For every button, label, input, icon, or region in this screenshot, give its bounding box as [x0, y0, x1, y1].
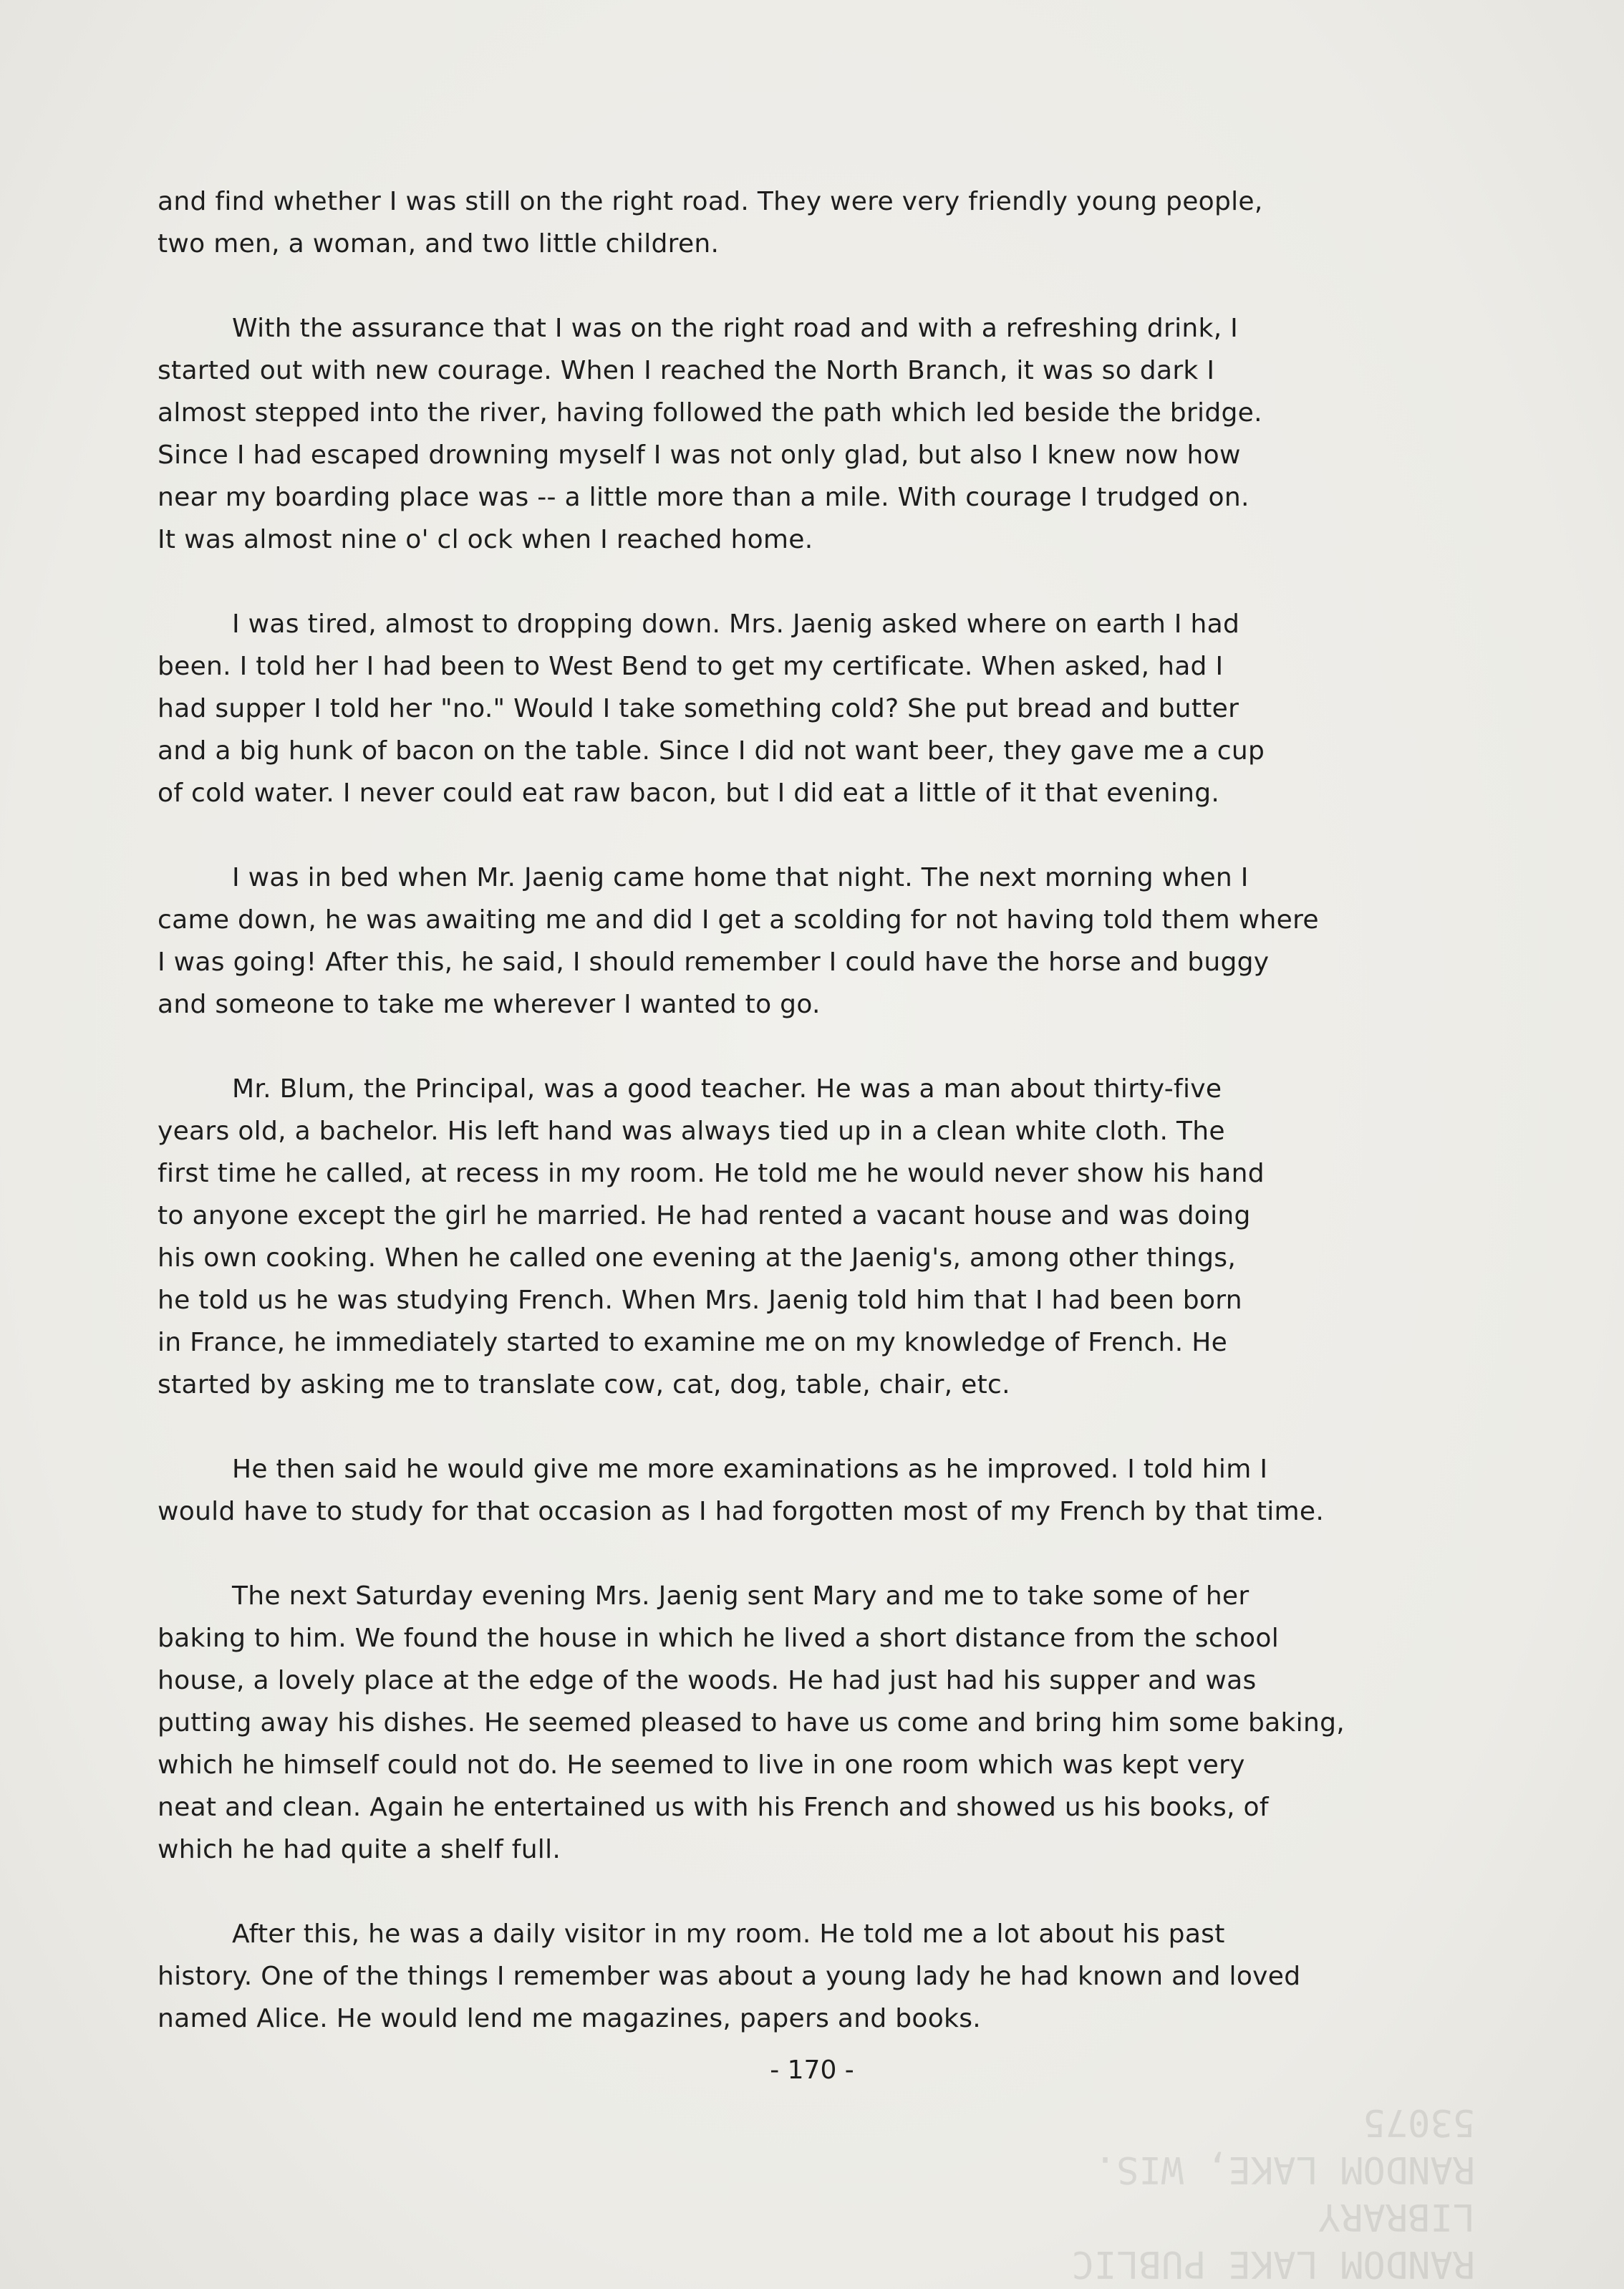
text-line: been. I told her I had been to West Bend to get my certificate. When asked, had I	[158, 652, 1224, 681]
text-line: had supper I told her "no." Would I take something cold? She put bread and butter	[158, 694, 1239, 723]
text-line: in France, he immediately started to examine me on my knowledge of French. He	[158, 1328, 1228, 1357]
paragraph	[158, 307, 1547, 561]
paragraph	[158, 603, 1547, 814]
text-line: The next Saturday evening Mrs. Jaenig sent Mary and me to take some of her	[232, 1581, 1250, 1611]
text-line: and a big hunk of bacon on the table. Since I did not want beer, they gave me a cup	[158, 736, 1265, 766]
page-number: - 170 -	[770, 2056, 854, 2085]
text-line: first time he called, at recess in my room. He told me he would never show his hand	[158, 1159, 1265, 1188]
text-line: started out with new courage. When I reached the North Branch, it was so dark I	[158, 356, 1215, 385]
text-line: house, a lovely place at the edge of the woods. He had just had his supper and was	[158, 1666, 1257, 1695]
text-line: and someone to take me wherever I wanted to go.	[158, 990, 821, 1019]
text-line: neat and clean. Again he entertained us with his French and showed us his books, of	[158, 1793, 1269, 1822]
paragraph	[158, 180, 1547, 265]
text-line: It was almost nine o' cl ock when I reached home.	[158, 525, 813, 554]
text-line: his own cooking. When he called one evening at the Jaenig's, among other things,	[158, 1243, 1237, 1273]
text-line: I was going! After this, he said, I should remember I could have the horse and buggy	[158, 948, 1270, 977]
stamp-line-2: RANDOM LAKE, WIS. 53075	[1093, 2101, 1475, 2191]
text-line: history. One of the things I remember was about a young lady he had known and loved	[158, 1962, 1301, 1991]
text-line: would have to study for that occasion as I had forgotten most of my French by that time.	[158, 1497, 1325, 1526]
library-stamp	[974, 2098, 1475, 2288]
text-line: which he himself could not do. He seemed to live in one room which was kept very	[158, 1750, 1245, 1780]
text-line: putting away his dishes. He seemed pleased to have us come and bring him some baking,	[158, 1708, 1345, 1738]
text-line: almost stepped into the river, having followed the path which led beside the bridge.	[158, 398, 1262, 428]
text-line: baking to him. We found the house in which he lived a short distance from the school	[158, 1624, 1280, 1653]
paragraph	[158, 1068, 1547, 1406]
text-line: With the assurance that I was on the right road and with a refreshing drink, I	[232, 314, 1239, 343]
text-line: came down, he was awaiting me and did I get a scolding for not having told them where	[158, 905, 1319, 935]
text-line: years old, a bachelor. His left hand was always tied up in a clean white cloth. The	[158, 1117, 1225, 1146]
text-line: I was tired, almost to dropping down. Mrs. Jaenig asked where on earth I had	[232, 609, 1240, 639]
text-line: He then said he would give me more examinations as he improved. I told him I	[232, 1455, 1268, 1484]
text-line: he told us he was studying French. When Mrs. Jaenig told him that I had been born	[158, 1286, 1242, 1315]
text-line: near my boarding place was -- a little more than a mile. With courage I trudged on.	[158, 483, 1250, 512]
text-line: After this, he was a daily visitor in my room. He told me a lot about his past	[232, 1919, 1225, 1949]
body-text	[158, 180, 1547, 2082]
text-line: Since I had escaped drowning myself I was not only glad, but also I knew now how	[158, 440, 1241, 470]
paragraph	[158, 1913, 1547, 2040]
text-line: which he had quite a shelf full.	[158, 1835, 561, 1864]
paragraph	[158, 1575, 1547, 1871]
text-line: and find whether I was still on the right road. They were very friendly young people,	[158, 187, 1263, 216]
text-line: of cold water. I never could eat raw bacon, but I did eat a little of it that evening.	[158, 779, 1220, 808]
text-line: Mr. Blum, the Principal, was a good teacher. He was a man about thirty-five	[232, 1074, 1222, 1104]
text-line: named Alice. He would lend me magazines, papers and books.	[158, 2004, 981, 2033]
stamp-line-1: RANDOM LAKE PUBLIC LIBRARY	[1071, 2195, 1475, 2285]
paragraph	[158, 857, 1547, 1026]
paragraph	[158, 1448, 1547, 1533]
text-line: I was in bed when Mr. Jaenig came home that night. The next morning when I	[232, 863, 1249, 892]
text-line: two men, a woman, and two little children.	[158, 229, 720, 259]
text-line: to anyone except the girl he married. He had rented a vacant house and was doing	[158, 1201, 1251, 1230]
text-line: started by asking me to translate cow, cat, dog, table, chair, etc.	[158, 1370, 1010, 1399]
